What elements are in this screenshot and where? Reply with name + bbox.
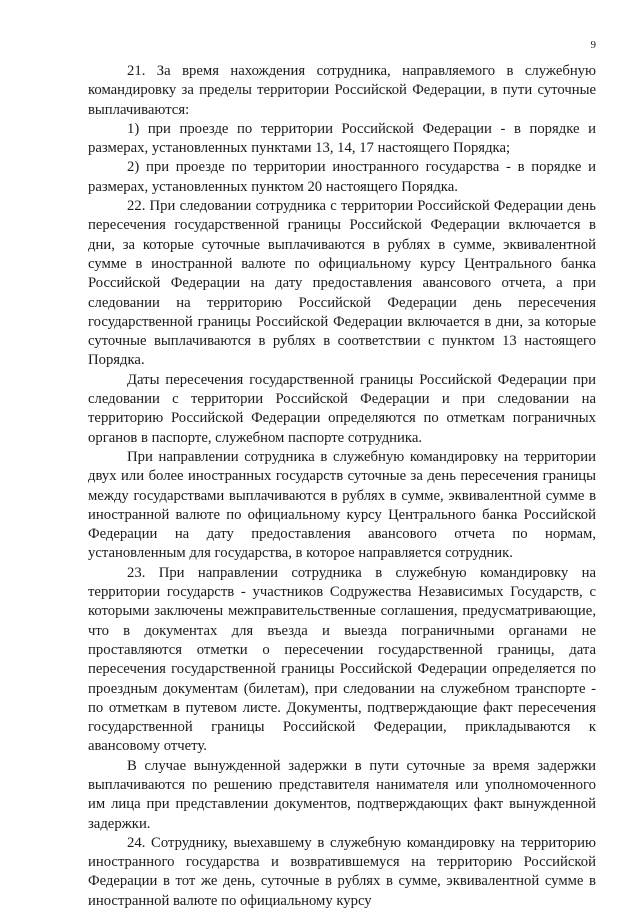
page-number: 9 — [590, 39, 596, 51]
paragraph-23-forced-delay: В случае вынужденной задержки в пути суточные за время задержки выплачиваются по решению представителя нанимателя или уполномоченного им лица при представлении документов, подтверждающих факт вынужденной задержки. — [88, 757, 596, 832]
paragraph-21: 21. За время нахождения сотрудника, направляемого в служебную командировку за пределы территории Российской Федерации, в пути суточные выплачиваются: — [88, 63, 596, 118]
paragraph-22-border-dates: Даты пересечения государственной границы Российской Федерации при следовании с территории Российской Федерации и при следовании на территорию Российской Федерации определяются по отметкам пограничных органов в паспорте, служебном паспорте сотрудника. — [88, 371, 596, 446]
paragraph-23: 23. При направлении сотрудника в служебную командировку на территории государств - участников Содружества Независимых Государств, с которыми заключены межправительственные соглашения, предусматривающие, что в документах для въезда и выезда пограничными органами не проставляются отметки о пересечении государственной границы, дата пересечения государственной границы Российской Федерации определяется по проездным документам (билетам), при следовании на служебном транспорте - по отметкам в путевом листе. Документы, подтверждающие факт пересечения государственной границы Российской Федерации, прикладываются к авансовому отчету. — [88, 564, 596, 755]
paragraph-21-item-2: 2) при проезде по территории иностранного государства - в порядке и размерах, установленных пунктом 20 настоящего Порядка. — [88, 159, 596, 195]
paragraph-24: 24. Сотруднику, выехавшему в служебную командировку на территорию иностранного государства и возвратившемуся на территорию Российской Федерации в тот же день, суточные в рублях в сумме, эквивалентной сумме в иностранной валюте по официальному курсу — [88, 834, 596, 909]
paragraph-22-multiple-states: При направлении сотрудника в служебную командировку на территории двух или более иностранных государств суточные за день пересечения границы между государствами выплачиваются в рублях в сумме, эквивалентной сумме в иностранной валюте по официальному курсу Центрального банка Российской Федерации на дату предоставления авансового отчета по нормам, установленным для государства, в которое направляется сотрудник. — [88, 448, 596, 562]
paragraph-22: 22. При следовании сотрудника с территории Российской Федерации день пересечения государственной границы Российской Федерации включается в дни, за которые суточные выплачиваются в рублях в сумме, эквивалентной сумме в иностранной валюте по официальному курсу Центрального банка Российской Федерации на дату предоставления авансового отчета, а при следовании на территорию Российской Федерации день пересечения государственной границы Российской Федерации включается в дни, за которые суточные выплачиваются в рублях в соответствии с пунктом 13 настоящего Порядка. — [88, 198, 596, 369]
document-body — [88, 62, 596, 911]
paragraph-21-item-1: 1) при проезде по территории Российской Федерации - в порядке и размерах, установленных пунктами 13, 14, 17 настоящего Порядка; — [88, 120, 596, 157]
